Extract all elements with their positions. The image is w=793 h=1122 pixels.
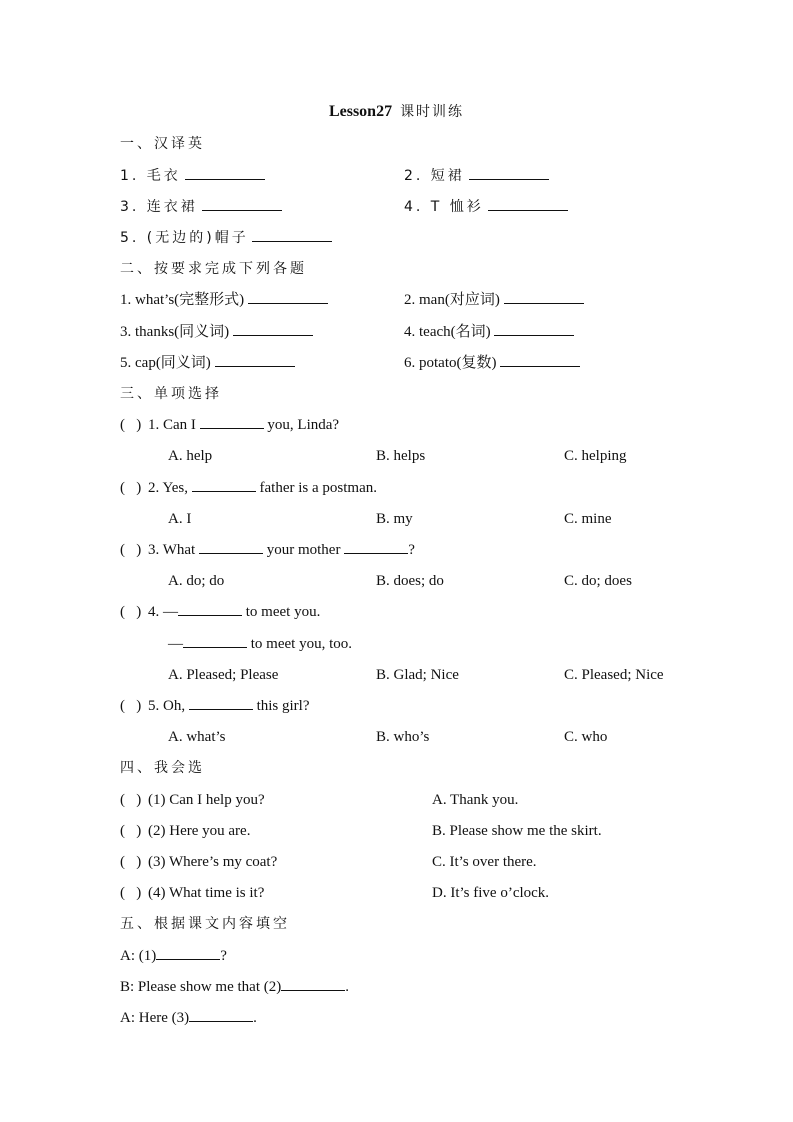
- answer-blank[interactable]: [156, 946, 220, 960]
- match-row-1: ( ) (1) Can I help you?: [120, 792, 265, 808]
- answer-blank[interactable]: [248, 290, 328, 304]
- answer-blank[interactable]: [200, 415, 264, 429]
- answer-blank[interactable]: [202, 197, 282, 211]
- answer-blank[interactable]: [504, 290, 584, 304]
- s1-item-4: 4. T 恤衫: [404, 197, 568, 217]
- answer-blank[interactable]: [189, 696, 253, 710]
- s1-item-3: 3. 连衣裙: [120, 197, 282, 217]
- answer-paren[interactable]: ( ): [120, 480, 142, 496]
- mc-2-option-b: B. my: [376, 511, 413, 527]
- page-title: [0, 101, 793, 121]
- mc-4-option-a: A. Pleased; Please: [168, 667, 279, 683]
- answer-blank[interactable]: [215, 353, 295, 367]
- mc-5-option-a: A. what’s: [168, 729, 226, 745]
- mc-3-option-a: A. do; do: [168, 573, 225, 589]
- match-row-4: ( ) (4) What time is it?: [120, 885, 265, 901]
- s2-item-1: 1. what’s(完整形式): [120, 290, 328, 310]
- mc-1-option-b: B. helps: [376, 448, 426, 464]
- s2-item-6: 6. potato(复数): [404, 353, 580, 373]
- section-5-heading: 五、根据课文内容填空: [120, 916, 290, 932]
- section-3-heading: 三、单项选择: [120, 386, 222, 402]
- title-subtitle: 课时训练: [400, 104, 465, 120]
- answer-blank[interactable]: [189, 1008, 253, 1022]
- answer-blank[interactable]: [281, 977, 345, 991]
- answer-blank[interactable]: [199, 540, 263, 554]
- match-answer-a: A. Thank you.: [432, 792, 519, 808]
- answer-blank[interactable]: [252, 228, 332, 242]
- mc-question-4-line-2: — to meet you, too.: [168, 636, 352, 652]
- answer-paren[interactable]: ( ): [120, 542, 142, 558]
- answer-paren[interactable]: ( ): [120, 698, 142, 714]
- mc-3-option-c: C. do; does: [564, 573, 632, 589]
- mc-question-3: ( ) 3. What your mother ?: [120, 542, 415, 558]
- mc-4-option-c: C. Pleased; Nice: [564, 667, 664, 683]
- answer-blank[interactable]: [178, 602, 242, 616]
- answer-paren[interactable]: ( ): [120, 792, 142, 808]
- answer-blank[interactable]: [344, 540, 408, 554]
- mc-question-5: ( ) 5. Oh, this girl?: [120, 698, 310, 714]
- mc-3-option-b: B. does; do: [376, 573, 444, 589]
- match-answer-c: C. It’s over there.: [432, 854, 537, 870]
- match-answer-b: B. Please show me the skirt.: [432, 823, 602, 839]
- mc-1-option-a: A. help: [168, 448, 213, 464]
- s1-item-2: 2. 短裙: [404, 166, 549, 186]
- answer-paren[interactable]: ( ): [120, 604, 142, 620]
- answer-blank[interactable]: [488, 197, 568, 211]
- answer-blank[interactable]: [192, 478, 256, 492]
- match-answer-d: D. It’s five o’clock.: [432, 885, 550, 901]
- mc-4-option-b: B. Glad; Nice: [376, 667, 459, 683]
- s2-item-4: 4. teach(名词): [404, 322, 574, 342]
- s1-item-1: 1. 毛衣: [120, 166, 265, 186]
- answer-blank[interactable]: [185, 166, 265, 180]
- section-4-heading: 四、我会选: [120, 760, 205, 776]
- answer-blank[interactable]: [500, 353, 580, 367]
- answer-paren[interactable]: ( ): [120, 885, 142, 901]
- mc-question-4: ( ) 4. — to meet you.: [120, 604, 321, 620]
- mc-2-option-a: A. I: [168, 511, 192, 527]
- match-row-2: ( ) (2) Here you are.: [120, 823, 251, 839]
- dialogue-line-1: A: (1) ?: [120, 948, 227, 964]
- answer-blank[interactable]: [233, 322, 313, 336]
- s2-item-2: 2. man(对应词): [404, 290, 584, 310]
- section-2-heading: 二、按要求完成下列各题: [120, 261, 307, 277]
- answer-blank[interactable]: [183, 634, 247, 648]
- lesson-label: Lesson27: [328, 103, 393, 120]
- answer-blank[interactable]: [469, 166, 549, 180]
- s2-item-5: 5. cap(同义词): [120, 353, 295, 373]
- mc-1-option-c: C. helping: [564, 448, 627, 464]
- answer-blank[interactable]: [494, 322, 574, 336]
- s1-item-5: 5. (无边的)帽子: [120, 228, 332, 248]
- mc-5-option-c: C. who: [564, 729, 608, 745]
- mc-2-option-c: C. mine: [564, 511, 612, 527]
- mc-question-1: ( ) 1. Can I you, Linda?: [120, 417, 340, 433]
- dialogue-line-2: B: Please show me that (2) .: [120, 979, 349, 995]
- dialogue-line-3: A: Here (3) .: [120, 1010, 257, 1026]
- mc-5-option-b: B. who’s: [376, 729, 430, 745]
- section-1-heading: 一、汉译英: [120, 136, 205, 152]
- answer-paren[interactable]: ( ): [120, 823, 142, 839]
- s2-item-3: 3. thanks(同义词): [120, 322, 313, 342]
- answer-paren[interactable]: ( ): [120, 417, 142, 433]
- mc-question-2: ( ) 2. Yes, father is a postman.: [120, 480, 377, 496]
- answer-paren[interactable]: ( ): [120, 854, 142, 870]
- match-row-3: ( ) (3) Where’s my coat?: [120, 854, 278, 870]
